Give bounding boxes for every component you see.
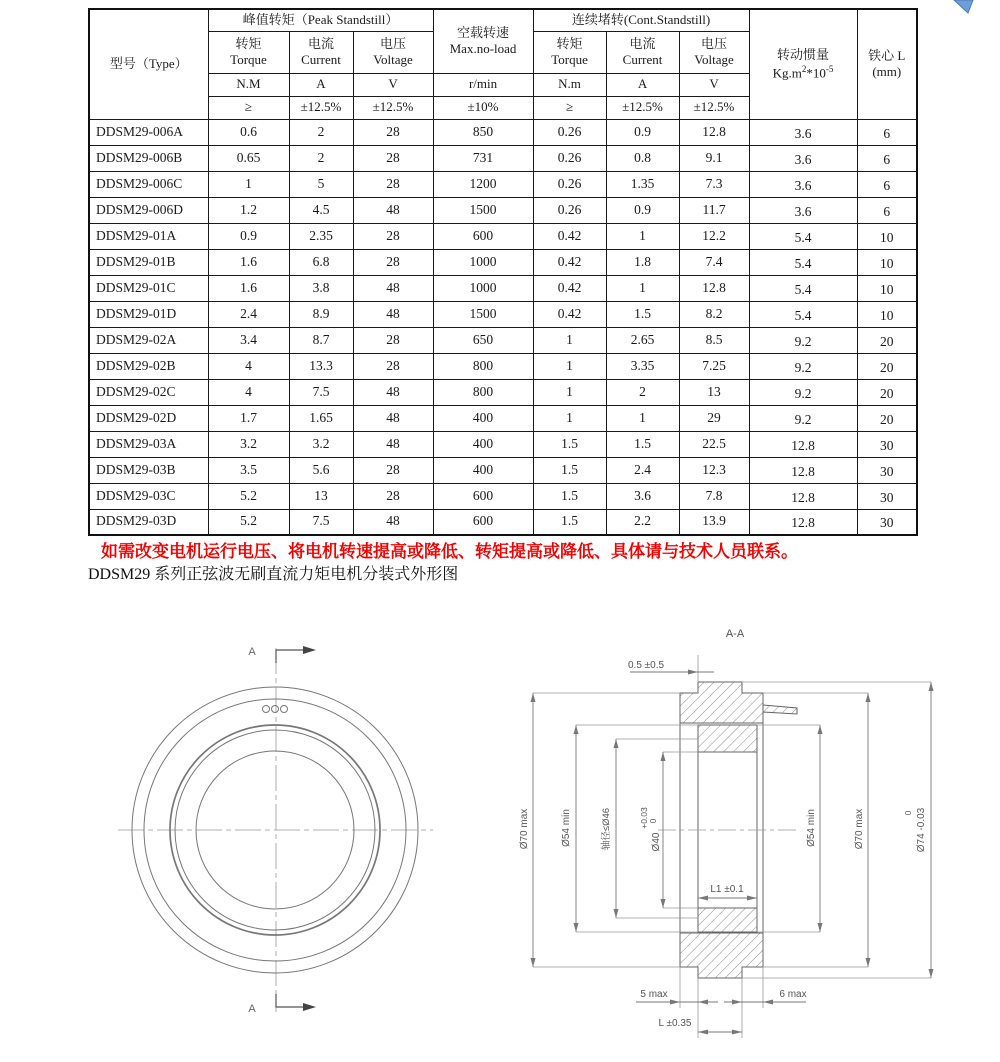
spec-cell: 8.2 <box>679 301 749 327</box>
spec-cell: 1.5 <box>533 509 606 535</box>
spec-cell: 20 <box>857 327 917 353</box>
spec-cell: 5 <box>289 171 353 197</box>
model-cell: DDSM29-01C <box>89 275 208 301</box>
spec-cell: 48 <box>353 405 433 431</box>
spec-cell: 48 <box>353 301 433 327</box>
spec-cell: 28 <box>353 249 433 275</box>
spec-cell: 29 <box>679 405 749 431</box>
spec-cell: 1 <box>533 379 606 405</box>
front-view-centerlines <box>118 648 433 1012</box>
header-type: 型号（Type） <box>89 9 208 119</box>
spec-row <box>89 145 917 171</box>
stator-bottom-block <box>680 933 763 978</box>
model-cell: DDSM29-02C <box>89 379 208 405</box>
spec-cell: 400 <box>433 405 533 431</box>
spec-cell: 2.35 <box>289 223 353 249</box>
spec-cell: 13.9 <box>679 509 749 535</box>
spec-cell: 13.3 <box>289 353 353 379</box>
model-cell: DDSM29-006D <box>89 197 208 223</box>
dim-6max: 6 max <box>779 989 807 1000</box>
dim-d54-left: Ø54 min <box>561 809 572 847</box>
unit-cell: V <box>679 73 749 96</box>
model-cell: DDSM29-03A <box>89 431 208 457</box>
spec-cell: 1 <box>533 405 606 431</box>
spec-cell: 13 <box>289 483 353 509</box>
spec-cell: 5.6 <box>289 457 353 483</box>
dim-d70-left: Ø70 max <box>519 808 530 850</box>
spec-table-body <box>89 119 917 535</box>
spec-cell: 10 <box>857 275 917 301</box>
corner-triangle-icon <box>954 0 973 13</box>
spec-cell: 48 <box>353 197 433 223</box>
rotor-top-block <box>698 725 757 752</box>
spec-cell: 10 <box>857 249 917 275</box>
spec-cell: 5.4 <box>749 275 857 301</box>
spec-cell: 28 <box>353 145 433 171</box>
rotor-bottom-block <box>698 908 757 932</box>
spec-cell: 1 <box>533 327 606 353</box>
spec-cell: 28 <box>353 353 433 379</box>
spec-cell: 0.26 <box>533 119 606 145</box>
spec-cell: 28 <box>353 327 433 353</box>
spec-cell: 1.6 <box>208 249 289 275</box>
tolerance-cell: ±12.5% <box>353 96 433 119</box>
spec-cell: 1.5 <box>533 431 606 457</box>
spec-cell: 600 <box>433 509 533 535</box>
tolerance-cell: ±12.5% <box>606 96 679 119</box>
tolerance-cell: ±12.5% <box>679 96 749 119</box>
header-cont-torque: 转矩 Torque <box>533 31 606 73</box>
model-cell: DDSM29-02B <box>89 353 208 379</box>
spec-cell: 20 <box>857 379 917 405</box>
spec-cell: 5.2 <box>208 483 289 509</box>
model-cell: DDSM29-006B <box>89 145 208 171</box>
tolerance-cell: ≥ <box>208 96 289 119</box>
spec-cell: 3.2 <box>208 431 289 457</box>
header-cont-voltage: 电压 Voltage <box>679 31 749 73</box>
spec-cell: 1.5 <box>606 301 679 327</box>
spec-cell: 650 <box>433 327 533 353</box>
spec-cell: 12.8 <box>749 509 857 535</box>
spec-cell: 3.5 <box>208 457 289 483</box>
spec-cell: 7.4 <box>679 249 749 275</box>
wire-holes <box>263 706 288 713</box>
spec-cell: 1.35 <box>606 171 679 197</box>
spec-row <box>89 457 917 483</box>
spec-cell: 0.26 <box>533 145 606 171</box>
spec-cell: 3.6 <box>606 483 679 509</box>
spec-cell: 48 <box>353 275 433 301</box>
dim-5max: 5 max <box>640 989 668 1000</box>
spec-cell: 1.6 <box>208 275 289 301</box>
spec-row <box>89 171 917 197</box>
section-arrow-top-icon <box>303 646 316 654</box>
spec-cell: 7.5 <box>289 379 353 405</box>
header-peak-torque: 转矩 Torque <box>208 31 289 73</box>
spec-row <box>89 379 917 405</box>
spec-row <box>89 119 917 145</box>
unit-cell: A <box>289 73 353 96</box>
spec-table-wrap <box>88 8 916 536</box>
spec-cell: 5.4 <box>749 301 857 327</box>
spec-cell: 2 <box>289 119 353 145</box>
model-cell: DDSM29-02A <box>89 327 208 353</box>
spec-cell: 9.2 <box>749 353 857 379</box>
header-inertia: 转动惯量 $Kg.m^2*10^{-5}$ <box>749 9 857 119</box>
spec-cell: 1.8 <box>606 249 679 275</box>
header-core: 铁心 L (mm) <box>857 9 917 119</box>
spec-cell: 12.8 <box>749 483 857 509</box>
spec-cell: 5.4 <box>749 249 857 275</box>
dim-d54-right: Ø54 min <box>806 809 817 847</box>
spec-cell: 7.3 <box>679 171 749 197</box>
spec-cell: 6.8 <box>289 249 353 275</box>
spec-cell: 731 <box>433 145 533 171</box>
spec-cell: 1 <box>606 405 679 431</box>
spec-cell: 4 <box>208 353 289 379</box>
dim-d74: Ø74 -0.03 <box>916 807 927 853</box>
spec-cell: 800 <box>433 379 533 405</box>
stator-top-block <box>680 682 763 723</box>
spec-cell: 2.4 <box>208 301 289 327</box>
spec-cell: 12.8 <box>679 119 749 145</box>
spec-cell: 9.1 <box>679 145 749 171</box>
spec-cell: 0.42 <box>533 223 606 249</box>
spec-cell: 400 <box>433 457 533 483</box>
spec-cell: 28 <box>353 223 433 249</box>
header-cont-current: 电流 Current <box>606 31 679 73</box>
spec-row <box>89 327 917 353</box>
spec-cell: 6 <box>857 145 917 171</box>
spec-cell: 2.2 <box>606 509 679 535</box>
spec-cell: 28 <box>353 171 433 197</box>
spec-cell: 2.65 <box>606 327 679 353</box>
dim-offset-top: 0.5 ±0.5 <box>628 660 665 671</box>
dim-l1: L1 ±0.1 <box>710 884 744 895</box>
front-view <box>118 646 433 1015</box>
spec-cell: 800 <box>433 353 533 379</box>
spec-cell: 400 <box>433 431 533 457</box>
spec-cell: 8.9 <box>289 301 353 327</box>
spec-cell: 12.8 <box>679 275 749 301</box>
bore-walls <box>680 723 763 933</box>
spec-cell: 7.5 <box>289 509 353 535</box>
spec-cell: 48 <box>353 379 433 405</box>
spec-cell: 2 <box>289 145 353 171</box>
spec-cell: 3.6 <box>749 119 857 145</box>
header-noload: 空载转速 Max.no-load <box>433 9 533 73</box>
spec-cell: 6 <box>857 197 917 223</box>
spec-cell: 3.35 <box>606 353 679 379</box>
dim-core-length: L ±0.35 <box>658 1018 692 1029</box>
spec-row <box>89 275 917 301</box>
spec-cell: 22.5 <box>679 431 749 457</box>
spec-cell: 1.5 <box>533 457 606 483</box>
spec-row <box>89 223 917 249</box>
spec-cell: 0.42 <box>533 249 606 275</box>
spec-cell: 8.7 <box>289 327 353 353</box>
spec-cell: 3.2 <box>289 431 353 457</box>
spec-cell: 3.6 <box>749 171 857 197</box>
spec-cell: 12.3 <box>679 457 749 483</box>
spec-cell: 3.8 <box>289 275 353 301</box>
header-peak-voltage: 电压 Voltage <box>353 31 433 73</box>
spec-cell: 11.7 <box>679 197 749 223</box>
spec-cell: 1500 <box>433 197 533 223</box>
spec-cell: 2 <box>606 379 679 405</box>
model-cell: DDSM29-01A <box>89 223 208 249</box>
header-peak-current: 电流 Current <box>289 31 353 73</box>
spec-cell: 0.9 <box>606 119 679 145</box>
unit-cell: N.m <box>533 73 606 96</box>
spec-cell: 4.5 <box>289 197 353 223</box>
model-cell: DDSM29-03B <box>89 457 208 483</box>
spec-row <box>89 509 917 535</box>
spec-cell: 13 <box>679 379 749 405</box>
spec-cell: 12.8 <box>749 431 857 457</box>
model-cell: DDSM29-02D <box>89 405 208 431</box>
spec-cell: 0.65 <box>208 145 289 171</box>
spec-cell: 30 <box>857 483 917 509</box>
spec-cell: 1 <box>606 223 679 249</box>
spec-cell: 600 <box>433 223 533 249</box>
tolerance-cell: ±10% <box>433 96 533 119</box>
spec-row <box>89 197 917 223</box>
spec-cell: 850 <box>433 119 533 145</box>
corner-marker <box>940 0 1000 20</box>
spec-cell: 1000 <box>433 249 533 275</box>
unit-cell: A <box>606 73 679 96</box>
spec-cell: 0.6 <box>208 119 289 145</box>
spec-row <box>89 353 917 379</box>
model-cell: DDSM29-03D <box>89 509 208 535</box>
spec-cell: 0.8 <box>606 145 679 171</box>
spec-cell: 6 <box>857 119 917 145</box>
spec-cell: 30 <box>857 431 917 457</box>
spec-cell: 12.8 <box>749 457 857 483</box>
spec-cell: 7.8 <box>679 483 749 509</box>
spec-cell: 5.2 <box>208 509 289 535</box>
spec-cell: 2.4 <box>606 457 679 483</box>
section-arrow-bottom-icon <box>303 1003 316 1011</box>
section-view <box>519 628 934 1038</box>
spec-cell: 3.6 <box>749 145 857 171</box>
spec-cell: 0.42 <box>533 301 606 327</box>
spec-cell: 1 <box>533 353 606 379</box>
spec-cell: 48 <box>353 431 433 457</box>
model-cell: DDSM29-006A <box>89 119 208 145</box>
wire-tab <box>763 705 797 714</box>
spec-cell: 0.9 <box>606 197 679 223</box>
model-cell: DDSM29-006C <box>89 171 208 197</box>
spec-cell: 0.26 <box>533 197 606 223</box>
spec-cell: 7.25 <box>679 353 749 379</box>
spec-cell: 20 <box>857 353 917 379</box>
spec-cell: 5.4 <box>749 223 857 249</box>
spec-cell: 1.5 <box>606 431 679 457</box>
spec-cell: 3.4 <box>208 327 289 353</box>
spec-table <box>88 8 918 536</box>
spec-cell: 1.2 <box>208 197 289 223</box>
spec-cell: 9.2 <box>749 327 857 353</box>
spec-cell: 6 <box>857 171 917 197</box>
spec-cell: 600 <box>433 483 533 509</box>
spec-cell: 28 <box>353 483 433 509</box>
unit-cell: V <box>353 73 433 96</box>
spec-cell: 4 <box>208 379 289 405</box>
spec-cell: 28 <box>353 457 433 483</box>
spec-row <box>89 483 917 509</box>
spec-cell: 9.2 <box>749 405 857 431</box>
outline-drawing-caption: DDSM29 系列正弦波无刷直流力矩电机分装式外形图 <box>88 566 459 583</box>
spec-row <box>89 431 917 457</box>
voltage-change-note: 如需改变电机运行电压、将电机转速提高或降低、转矩提高或降低、具体请与技术人员联系。 <box>101 542 798 561</box>
dim-d74-tol-upper: 0 <box>903 810 913 816</box>
dim-shaft-limit: 轴径≤Ø46 <box>601 807 612 851</box>
header-cont-group: 连续堵转(Cont.Standstill) <box>533 9 749 31</box>
dim-d40: Ø40 <box>651 832 662 852</box>
spec-cell: 3.6 <box>749 197 857 223</box>
spec-cell: 1500 <box>433 301 533 327</box>
spec-cell: 0.9 <box>208 223 289 249</box>
spec-cell: 8.5 <box>679 327 749 353</box>
spec-cell: 12.2 <box>679 223 749 249</box>
spec-cell: 30 <box>857 457 917 483</box>
spec-cell: 0.26 <box>533 171 606 197</box>
spec-cell: 1.7 <box>208 405 289 431</box>
spec-cell: 1 <box>606 275 679 301</box>
model-cell: DDSM29-03C <box>89 483 208 509</box>
section-title: A-A <box>725 628 745 640</box>
spec-cell: 1.65 <box>289 405 353 431</box>
unit-cell: N.M <box>208 73 289 96</box>
section-letter-bottom: A <box>248 1003 256 1015</box>
unit-cell: r/min <box>433 73 533 96</box>
spec-cell: 20 <box>857 405 917 431</box>
spec-row <box>89 249 917 275</box>
spec-cell: 1000 <box>433 275 533 301</box>
spec-cell: 30 <box>857 509 917 535</box>
spec-cell: 10 <box>857 223 917 249</box>
spec-cell: 48 <box>353 509 433 535</box>
spec-cell: 10 <box>857 301 917 327</box>
spec-cell: 9.2 <box>749 379 857 405</box>
dim-d40-tol-lower: 0 <box>648 818 658 824</box>
spec-cell: 28 <box>353 119 433 145</box>
tolerance-cell: ≥ <box>533 96 606 119</box>
spec-cell: 0.42 <box>533 275 606 301</box>
model-cell: DDSM29-01B <box>89 249 208 275</box>
model-cell: DDSM29-01D <box>89 301 208 327</box>
spec-row <box>89 405 917 431</box>
section-letter-top: A <box>248 646 256 658</box>
outline-drawing <box>0 615 1000 1062</box>
spec-cell: 1 <box>208 171 289 197</box>
dim-d70-right: Ø70 max <box>854 808 865 850</box>
spec-row <box>89 301 917 327</box>
dim-d40-tol-upper: +0.03 <box>639 807 649 829</box>
header-peak-group: 峰值转矩（Peak Standstill） <box>208 9 433 31</box>
spec-cell: 1.5 <box>533 483 606 509</box>
spec-cell: 1200 <box>433 171 533 197</box>
tolerance-cell: ±12.5% <box>289 96 353 119</box>
